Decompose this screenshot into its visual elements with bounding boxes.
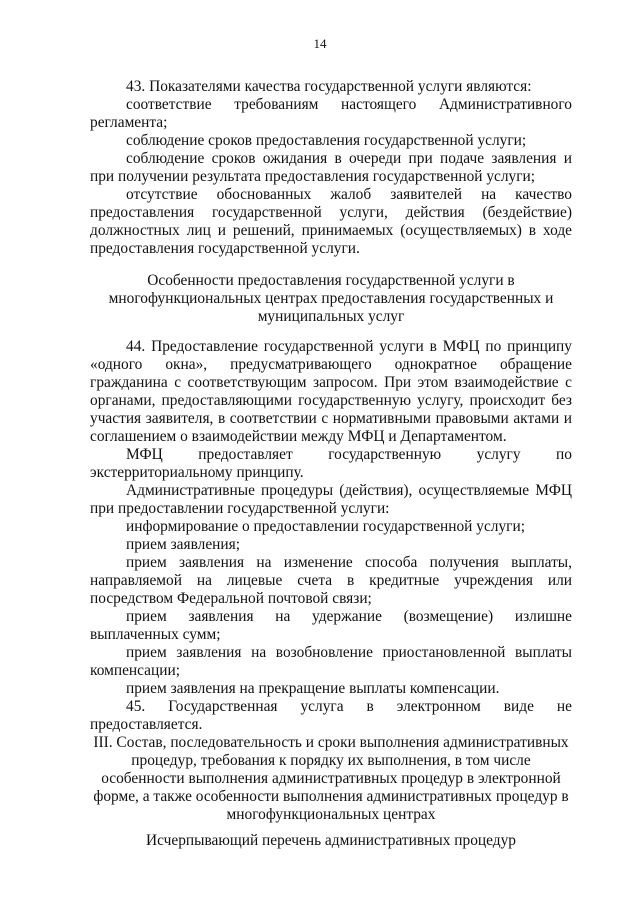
paragraph-43-intro: 43. Показателями качества государственной услуги являются:: [126, 78, 532, 95]
list-item: соблюдение сроков предоставления государственной услуги;: [126, 132, 527, 149]
list-item: прием заявления на изменение способа получения выплаты, направляемой на лицевые счета в кредитные учреждения или посредством Федеральной почтовой связи;: [90, 554, 572, 607]
list-item: отсутствие обоснованных жалоб заявителей на качество предоставления государственной услуги, действия (бездействие) должностных лиц и решений, принимаемых (осуществляемых) в ходе предоставления государственной услуги.: [90, 186, 572, 257]
list-item: информирование о предоставлении государственной услуги;: [126, 518, 525, 535]
list-item: соответствие требованиям настоящего Административного регламента;: [90, 96, 572, 131]
paragraph: МФЦ предоставляет государственную услугу по экстерриториальному принципу.: [90, 446, 572, 481]
page-number: 14: [313, 36, 327, 51]
paragraph-45: 45. Государственная услуга в электронном виде не предоставляется.: [90, 698, 572, 733]
paragraph: Административные процедуры (действия), осуществляемые МФЦ при предоставлении государственной услуги:: [90, 482, 572, 517]
list-item: прием заявления на удержание (возмещение) излишне выплаченных сумм;: [90, 608, 572, 643]
list-item: соблюдение сроков ожидания в очереди при подаче заявления и при получении результата предоставления государственной услуги;: [90, 150, 572, 185]
list-item: прием заявления на прекращение выплаты компенсации.: [126, 680, 500, 697]
subheading-procedures-list: Исчерпывающий перечень административных процедур: [146, 832, 516, 849]
list-item: прием заявления на возобновление приостановленной выплаты компенсации;: [90, 644, 572, 679]
section-heading-mfc: Особенности предоставления государственной услуги в многофункциональных центрах предоставления государственных и муниципальных услуг: [108, 272, 554, 325]
section-heading-iii: III. Состав, последовательность и сроки выполнения административных процедур, требования к порядку их выполнения, в том числе особенности выполнения административных процедур в электронной форме, а также особенности выполнения административных процедур в многофункциональных центрах: [93, 734, 569, 823]
paragraph-44: 44. Предоставление государственной услуги в МФЦ по принципу «одного окна», предусматривающего однократное обращение гражданина с соответствующим запросом. При этом взаимодействие с органами, предоставляющими государственную услугу, происходит без участия заявителя, в соответствии с нормативными правовыми актами и соглашением о взаимодействии между МФЦ и Департаментом.: [90, 338, 572, 445]
list-item: прием заявления;: [126, 536, 240, 553]
